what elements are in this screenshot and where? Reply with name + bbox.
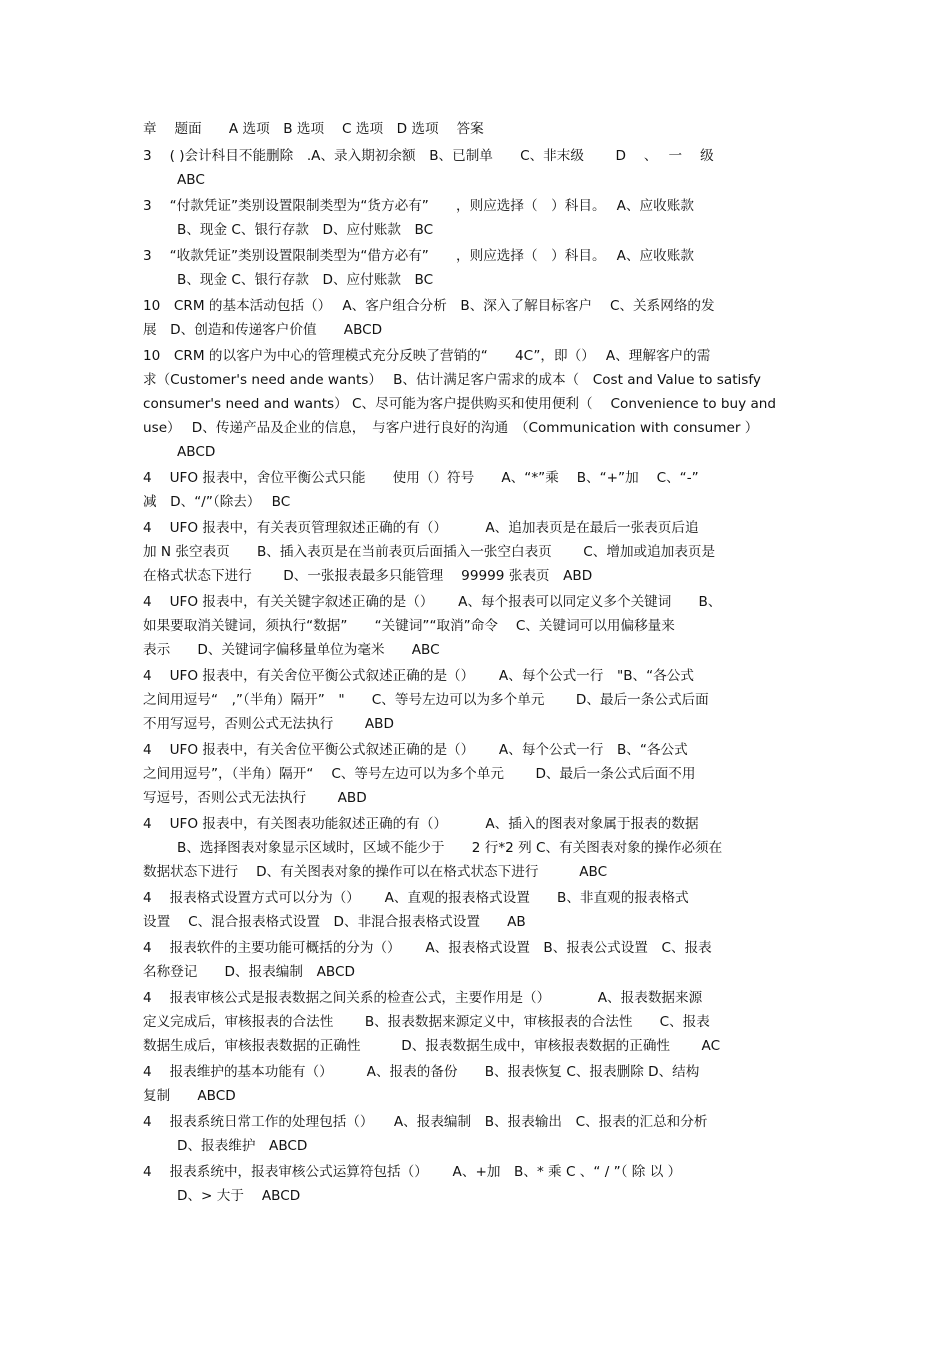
question-text-line: 4 UFO 报表中，有关关键字叙述正确的是（） A、每个报表可以同定义多个关键词 B、 — [143, 594, 722, 610]
question-text-line: ABC — [177, 172, 205, 188]
question-item — [143, 886, 808, 934]
question-item — [143, 466, 808, 514]
question-item — [143, 590, 808, 662]
question-item — [143, 936, 808, 984]
question-text-line: 4 UFO 报表中，舍位平衡公式只能 使用（）符号 A、“*”乘 B、“+”加 C、“-” — [143, 470, 699, 486]
question-text-line: 数据生成后，审核报表数据的正确性 D、报表数据生成中，审核报表数据的正确性 AC — [143, 1038, 721, 1054]
question-item — [143, 664, 808, 736]
question-text-line: 10 CRM 的基本活动包括（） A、客户组合分析 B、深入了解目标客户 C、关系网络的发 — [143, 298, 715, 314]
question-text-line: 4 报表系统日常工作的处理包括（） A、报表编制 B、报表输出 C、报表的汇总和分析 — [143, 1114, 708, 1130]
question-item — [143, 1110, 808, 1158]
question-text-line: B、选择图表对象显示区域时，区域不能少于 2 行*2 列 C、有关图表对象的操作必须在 — [177, 840, 723, 856]
question-text-line: 设置 C、混合报表格式设置 D、非混合报表格式设置 AB — [143, 914, 526, 930]
question-item — [143, 294, 808, 342]
question-text-line: consumer's need and wants） C、尽可能为客户提供购买和使用便利（ Convenience to buy and — [143, 396, 777, 412]
question-text-line: use） D、传递产品及企业的信息， 与客户进行良好的沟通 （Communication with consumer ） — [143, 420, 759, 436]
question-text-line: 3 “收款凭证”类别设置限制类型为“借方必有” ，则应选择（ ）科目。 A、应收账款 — [143, 248, 694, 264]
question-text-line: 10 CRM 的以客户为中心的管理模式充分反映了营销的“ 4C”，即（） A、理解客户的需 — [143, 348, 711, 364]
question-text-line: 4 UFO 报表中，有关图表功能叙述正确的有（） A、插入的图表对象属于报表的数据 — [143, 816, 699, 832]
question-item — [143, 1060, 808, 1108]
question-text-line: 4 报表软件的主要功能可概括的分为（） A、报表格式设置 B、报表公式设置 C、报表 — [143, 940, 712, 956]
question-text-line: 定义完成后，审核报表的合法性 B、报表数据来源定义中，审核报表的合法性 C、报表 — [143, 1014, 710, 1030]
question-text-line: 4 报表系统中，报表审核公式运算符包括（） A、+加 B、* 乘 C 、“ / ”（ 除 以 ） — [143, 1164, 682, 1180]
question-text-line: D、报表维护 ABCD — [177, 1138, 308, 1154]
question-text-line: B、现金 C、银行存款 D、应付账款 BC — [177, 272, 434, 288]
question-list — [143, 144, 808, 1208]
question-text-line: 3 “付款凭证”类别设置限制类型为“货方必有” ，则应选择（ ）科目。 A、应收账款 — [143, 198, 694, 214]
question-text-line: 4 报表维护的基本功能有（） A、报表的备份 B、报表恢复 C、报表删除 D、结构 — [143, 1064, 700, 1080]
question-text-line: 之间用逗号”，（半角）隔开“ C、等号左边可以为多个单元 D、最后一条公式后面不用 — [143, 766, 696, 782]
question-item — [143, 144, 808, 192]
question-item — [143, 812, 808, 884]
question-text-line: 不用写逗号，否则公式无法执行 ABD — [143, 716, 394, 732]
question-text-line: 如果要取消关键词，须执行“数据” “关键词”“取消”命令 C、关键词可以用偏移量来 — [143, 618, 675, 634]
question-text-line: 名称登记 D、报表编制 ABCD — [143, 964, 355, 980]
question-text-line: 4 报表格式设置方式可以分为（） A、直观的报表格式设置 B、非直观的报表格式 — [143, 890, 689, 906]
question-text-line: 写逗号，否则公式无法执行 ABD — [143, 790, 367, 806]
question-text-line: 减 D、“/”（除去） BC — [143, 494, 291, 510]
question-item — [143, 344, 808, 464]
question-text-line: 求（Customer's need ande wants） B、估计满足客户需求的成本（ Cost and Value to satisfy — [143, 372, 761, 388]
question-item — [143, 1160, 808, 1208]
question-item — [143, 516, 808, 588]
document-page — [143, 117, 808, 1210]
question-text-line: 复制 ABCD — [143, 1088, 236, 1104]
question-text-line: 数据状态下进行 D、有关图表对象的操作可以在格式状态下进行 ABC — [143, 864, 608, 880]
question-text-line: 4 报表审核公式是报表数据之间关系的检查公式，主要作用是（） A、报表数据来源 — [143, 990, 703, 1006]
question-text-line: 3 ( )会计科目不能删除 .A、录入期初余额 B、已制单 C、非末级 D 、 一 级 — [143, 148, 714, 164]
question-text-line: ABCD — [177, 444, 216, 460]
question-item — [143, 738, 808, 810]
question-item — [143, 986, 808, 1058]
column-header-row: 章 题面 A 选项 B 选项 C 选项 D 选项 答案 — [143, 121, 484, 137]
question-text-line: 展 D、创造和传递客户价值 ABCD — [143, 322, 383, 338]
question-text-line: 4 UFO 报表中，有关表页管理叙述正确的有（） A、追加表页是在最后一张表页后追 — [143, 520, 699, 536]
question-text-line: 4 UFO 报表中，有关舍位平衡公式叙述正确的是（） A、每个公式一行 "B、“各公式 — [143, 668, 694, 684]
question-item — [143, 244, 808, 292]
question-text-line: D、> 大于 ABCD — [177, 1188, 301, 1204]
question-text-line: 在格式状态下进行 D、一张报表最多只能管理 99999 张表页 ABD — [143, 568, 593, 584]
question-text-line: 加 N 张空表页 B、插入表页是在当前表页后面插入一张空白表页 C、增加或追加表页是 — [143, 544, 716, 560]
question-text-line: 4 UFO 报表中，有关舍位平衡公式叙述正确的是（） A、每个公式一行 B、“各公式 — [143, 742, 688, 758]
question-text-line: B、现金 C、银行存款 D、应付账款 BC — [177, 222, 434, 238]
question-text-line: 表示 D、关键词字偏移量单位为毫米 ABC — [143, 642, 440, 658]
question-item — [143, 194, 808, 242]
question-text-line: 之间用逗号“ ,”（半角）隔开” " C、等号左边可以为多个单元 D、最后一条公式后面 — [143, 692, 709, 708]
